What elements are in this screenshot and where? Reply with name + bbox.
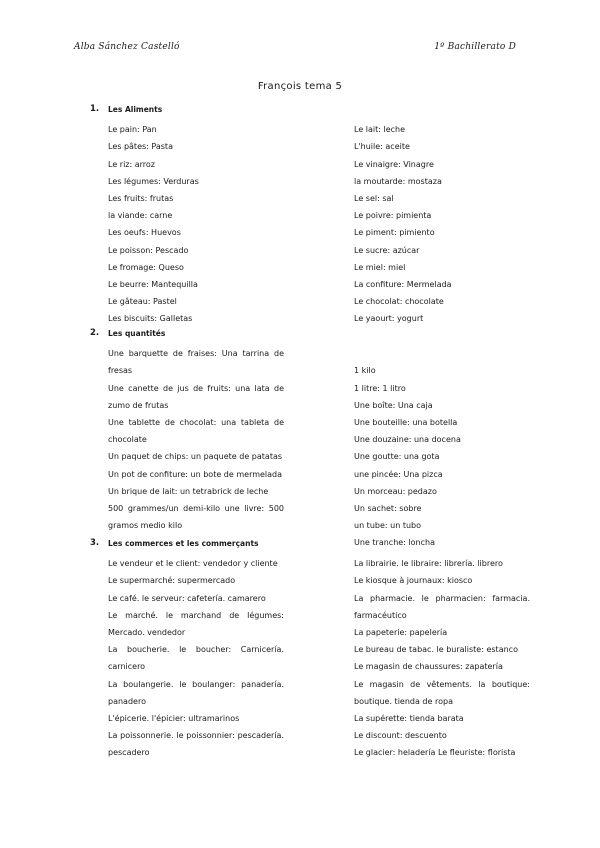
vocab-line: Le sel: sal [354,193,394,203]
vocab-line: Les fruits: frutas [108,193,174,203]
vocab-line: Les biscuits: Galletas [108,314,193,324]
vocab-line: Mercado. vendedor [108,627,186,637]
vocab-line: 1 litre: 1 litro [354,383,406,393]
vocab-line: Le fromage: Queso [108,262,184,272]
vocab-line: Le vendeur et le client: vendedor y cliente [108,559,278,569]
vocab-line: Le vinaigre: Vinagre [354,159,434,169]
vocab-line: Le glacier: heladería Le fleuriste: florista [354,748,516,758]
vocab-column-right [354,121,530,327]
vocab-line: L'huile: aceite [354,142,410,152]
section-number: 3. [90,538,100,548]
vocab-line: Les pâtes: Pasta [108,142,173,152]
page-title: François tema 5 [257,81,343,92]
vocab-line: La librairie. le libraire: librería. librero [354,559,503,569]
vocab-line: la viande: carne [108,211,173,221]
section-number: 1. [90,104,100,114]
vocab-column-left [108,555,284,761]
vocab-line: Une tranche: loncha [354,538,435,548]
vocab-column-right [354,555,530,761]
vocab-line: Une tablette de chocolat: una tableta de [108,417,284,427]
vocab-line: Le bureau de tabac. le buraliste: estanco [354,645,518,655]
vocab-line: gramos medio kilo [108,521,183,531]
vocab-line: boutique. tienda de ropa [354,696,453,706]
vocab-line: fresas [108,366,133,376]
section-heading: Les commerces et les commerçants [108,539,259,548]
vocab-line: Le supermarché: supermercado [108,576,236,586]
vocab-line: Le lait: leche [354,125,406,135]
vocab-line: la moutarde: mostaza [354,176,442,186]
vocab-line: panadero [108,696,146,706]
vocab-line: Un brique de lait: un tetrabrick de leche [108,486,269,496]
vocab-line: La pharmacie. le pharmacien: farmacia. [354,593,530,603]
vocab-line: Le sucre: azúcar [354,245,420,255]
vocab-line: Le café. le serveur: cafetería. camarero [108,593,266,603]
vocab-line: Un morceau: pedazo [354,486,437,496]
vocab-line: Le marché. le marchand de légumes: [108,610,284,620]
vocab-line: Le magasin de vêtements. la boutique: [354,679,530,689]
vocab-line: La boucherie. le boucher: Carnicería. [108,645,284,655]
vocab-line: Un paquet de chips: un paquete de patatas [108,452,283,462]
vocab-line: Un sachet: sobre [354,503,422,513]
vocab-column-right [354,345,530,551]
vocab-line: Une goutte: una gota [354,452,440,462]
vocab-line: carnicero [108,662,146,672]
vocab-line: Le chocolat: chocolate [354,297,444,307]
vocab-line: Le kiosque à journaux: kiosco [354,576,473,586]
vocab-line: pescadero [108,748,150,758]
vocab-line: une pincée: Una pizca [354,469,443,479]
vocab-column-left [108,121,284,327]
vocab-line: La papeterie: papelería [354,627,448,637]
vocab-line: un tube: un tubo [354,521,421,531]
vocab-line: Le magasin de chaussures: zapatería [354,662,503,672]
vocab-line: Le discount: descuento [354,731,447,741]
vocab-line: Une douzaine: una docena [354,435,461,445]
vocab-column-left [108,345,284,534]
vocab-line: La boulangerie. le boulanger: panadería. [108,679,284,689]
section-heading: Les Aliments [108,105,163,114]
vocab-line: La poissonnerie. le poissonnier: pescadería. [108,731,284,741]
vocab-line: Le gâteau: Pastel [108,297,177,307]
vocab-line: La supérette: tienda barata [354,713,464,723]
author-name: Alba Sánchez Castelló [74,42,180,52]
vocab-line: Un pot de confiture: un bote de mermelada [108,469,283,479]
vocab-line: Une bouteille: una botella [354,417,458,427]
vocab-line: Le miel: miel [354,262,406,272]
vocab-line: Les oeufs: Huevos [108,228,181,238]
vocab-line: La confiture: Mermelada [354,279,452,289]
section-number: 2. [90,328,100,338]
vocab-line: L'épicerie. l'épicier: ultramarinos [108,713,240,723]
section-heading: Les quantités [108,329,166,338]
vocab-line: 500 grammes/un demi-kilo une livre: 500 [108,503,284,513]
vocab-line: farmacéutico [354,610,407,620]
vocab-line: Le piment: pimiento [354,228,435,238]
vocab-line: Le poisson: Pescado [108,245,189,255]
vocab-line: Le poivre: pimienta [354,211,432,221]
vocab-line: Le pain: Pan [108,125,157,135]
vocab-line: Le riz: arroz [108,159,155,169]
vocab-line: Une boîte: Una caja [354,400,433,410]
vocab-line: Le yaourt: yogurt [354,314,424,324]
vocab-line: Les légumes: Verduras [108,176,199,186]
vocab-line: zumo de frutas [108,400,169,410]
vocab-line: chocolate [108,435,147,445]
vocab-line: 1 kilo [354,366,376,376]
vocab-line: Le beurre: Mantequilla [108,279,198,289]
vocab-line: Une canette de jus de fruits: una lata de [108,383,284,393]
vocab-line [354,345,530,362]
course-label: 1º Bachillerato D [434,42,516,52]
vocab-line: Une barquette de fraises: Una tarrina de [108,349,284,359]
